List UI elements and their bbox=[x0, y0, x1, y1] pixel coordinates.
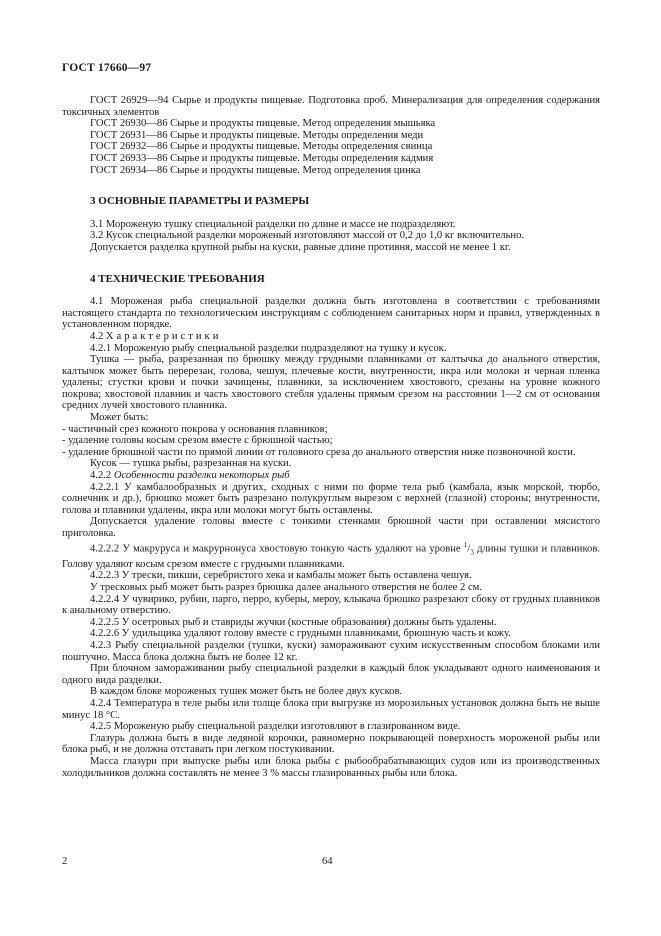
paragraph: 4.2.5 Мороженую рыбу специальной разделки изготовляют в глазированном виде. bbox=[90, 721, 461, 733]
reference-line: ГОСТ 26930—86 Сырье и продукты пищевые. Метод определения мышьяка bbox=[90, 118, 436, 130]
paragraph: Может быть: bbox=[90, 412, 149, 424]
page-number-left: 2 bbox=[62, 856, 68, 867]
paragraph: Глазурь должна быть в виде ледяной корочки, равномерно покрывающей поверхность мороженой рыбы или блока рыб, и не должна отставать при легком постукивании. bbox=[62, 732, 600, 756]
list-item: - удаление брюшной части по прямой линии от головного среза до анального отверстия ниже позвоночной кости. bbox=[62, 446, 576, 458]
section-3-heading: 3 ОСНОВНЫЕ ПАРАМЕТРЫ И РАЗМЕРЫ bbox=[90, 195, 310, 208]
paragraph: 4.2.2.6 У удильщика удаляют голову вместе с грудными плавниками, брюшную часть и кожу. bbox=[90, 628, 511, 640]
paragraph: 4.1 Мороженая рыба специальной разделки должна быть изготовлена в соответствии с требованиями настоящего стандарта по технологическим инструкциям с соблюдением санитарных норм и правил, утвержденных в установленном порядке. bbox=[62, 296, 600, 331]
paragraph: При блочном замораживании рыбу специальной разделки в каждый блок укладывают одного наименования и одного вида разделки. bbox=[62, 663, 600, 686]
paragraph: 3.2 Кусок специальной разделки мороженый изготовляют массой от 0,2 до 1,0 кг включительно. bbox=[90, 230, 525, 242]
paragraph: 3.1 Мороженую тушку специальной разделки по длине и массе не подразделяют. bbox=[90, 218, 456, 230]
subsection-number: 4.2 bbox=[90, 330, 106, 342]
reference-line: ГОСТ 26929—94 Сырье и продукты пищевые. Подготовка проб. Минерализация для определения содержания токсичных элементов bbox=[62, 95, 600, 118]
text-run: 4.2.2.2 У макруруса и макрурнонуса хвостовую тонкую часть удаляют на уровне bbox=[90, 543, 464, 555]
subsection-heading bbox=[62, 470, 600, 482]
section-4-heading: 4 ТЕХНИЧЕСКИЕ ТРЕБОВАНИЯ bbox=[90, 272, 265, 285]
paragraph: 4.2.2.3 У трески, пикши, серебристого хека и камбалы может быть оставлена чешуя. bbox=[90, 570, 472, 582]
paragraph: Тушка — рыба, разрезанная по брюшку между грудными плавниками от калтычка до анального отверстия, калтычок может быть перерезан, голова, чешуя, плечевые кости, внутренности, икра или молоки и черная пленка удалены; сгустки крови и почки зачищены, плавники, за исключением хвостового, срезаны на уровне кожного покрова; хвостовой плавник и часть хвостового стебля удалены прямым срезом на расстоянии 1—2 см от основания средних лучей хвостового плавника. bbox=[62, 354, 600, 412]
paragraph: 4.2.1 Мороженую рыбу специальной разделки подразделяют на тушку и кусок. bbox=[90, 342, 447, 354]
paragraph: Кусок — тушка рыбы, разрезанная на куски. bbox=[90, 458, 292, 470]
fraction-numerator: 1 bbox=[463, 540, 468, 549]
paragraph: Допускается удаление головы вместе с тонкими стенками брюшной части при оставлении мясистого приголовка. bbox=[62, 516, 600, 539]
fraction-denominator: 3 bbox=[470, 548, 474, 557]
reference-line: ГОСТ 26932—86 Сырье и продукты пищевые. Методы определения свинца bbox=[90, 141, 433, 153]
paragraph: 4.2.2.5 У осетровых рыб и ставриды жучки (костные образования) должны быть удалены. bbox=[90, 616, 497, 628]
paragraph: 4.2.2.1 У камбалообразных и других, сходных с ними по форме тела рыб (камбала, язык морской, тюрбо, солнечник и др.), брюшко может быть разрезано полукруглым вырезом с верхней (глазной) стороны; внутренности, голова и плавники удалены, икра или молоки могут быть оставлены. bbox=[62, 481, 600, 516]
list-item: - удаление головы косым срезом вместе с брюшной частью; bbox=[62, 435, 333, 447]
text-run: длины тушки и плавников. Голову удаляют косым срезом вместе с грудными плавниками. bbox=[62, 543, 600, 570]
list-item: - частичный срез кожного покрова у основания плавников; bbox=[62, 423, 328, 435]
subsection-number: 4.2.2 bbox=[90, 470, 114, 482]
document-header: ГОСТ 17660—97 bbox=[62, 62, 152, 74]
subsection-heading bbox=[62, 331, 600, 343]
paragraph: В каждом блоке мороженых тушек может быть не более двух кусков. bbox=[90, 686, 403, 698]
reference-line: ГОСТ 26931—86 Сырье и продукты пищевые. Методы определения меди bbox=[90, 129, 424, 141]
subsection-title: Характеристики bbox=[105, 330, 222, 342]
document-body bbox=[62, 95, 600, 779]
paragraph: 4.2.2.2 У макруруса и макрурнонуса хвостовую тонкую часть удаляют на уровне $^1/_3$ длины тушки и плавников. Голову удаляют косым срезом вместе с грудными плавниками. bbox=[62, 540, 600, 570]
reference-line: ГОСТ 26933—86 Сырье и продукты пищевые. Методы определения кадмия bbox=[90, 152, 434, 164]
paragraph: У тресковых рыб может быть разрез брюшка далее анального отверстия не более 2 см. bbox=[90, 582, 483, 594]
subsection-title: Особенности разделки некоторых рыб bbox=[113, 470, 290, 482]
paragraph: 4.2.3 Рыбу специальной разделки (тушки, куски) замораживают сухим искусственным способом блоками или поштучно. Масса блока должна быть не более 12 кг. bbox=[62, 639, 600, 663]
reference-line: ГОСТ 26934—86 Сырье и продукты пищевые. Метод определения цинка bbox=[90, 164, 421, 176]
paragraph: 4.2.4 Температура в теле рыбы или толще блока при выгрузке из морозильных установок должна быть не выше минус 18 °С. bbox=[62, 697, 600, 721]
paragraph: 4.2.2.4 У чувирико, рубии, парго, перро, куберы, мероу, клыкача брюшко разрезают сбоку от грудных плавников к анальному отверстию. bbox=[62, 593, 600, 617]
paragraph: Масса глазури при выпуске рыбы или блока рыбы с рыбообрабатывающих судов или из производственных холодильников должна составлять не менее 3 % массы глазированных рыбы или блока. bbox=[62, 755, 600, 779]
paragraph: Допускается разделка крупной рыбы на куски, равные длине противня, массой не менее 1 кг. bbox=[90, 241, 511, 253]
page-number-center: 64 bbox=[322, 856, 333, 867]
